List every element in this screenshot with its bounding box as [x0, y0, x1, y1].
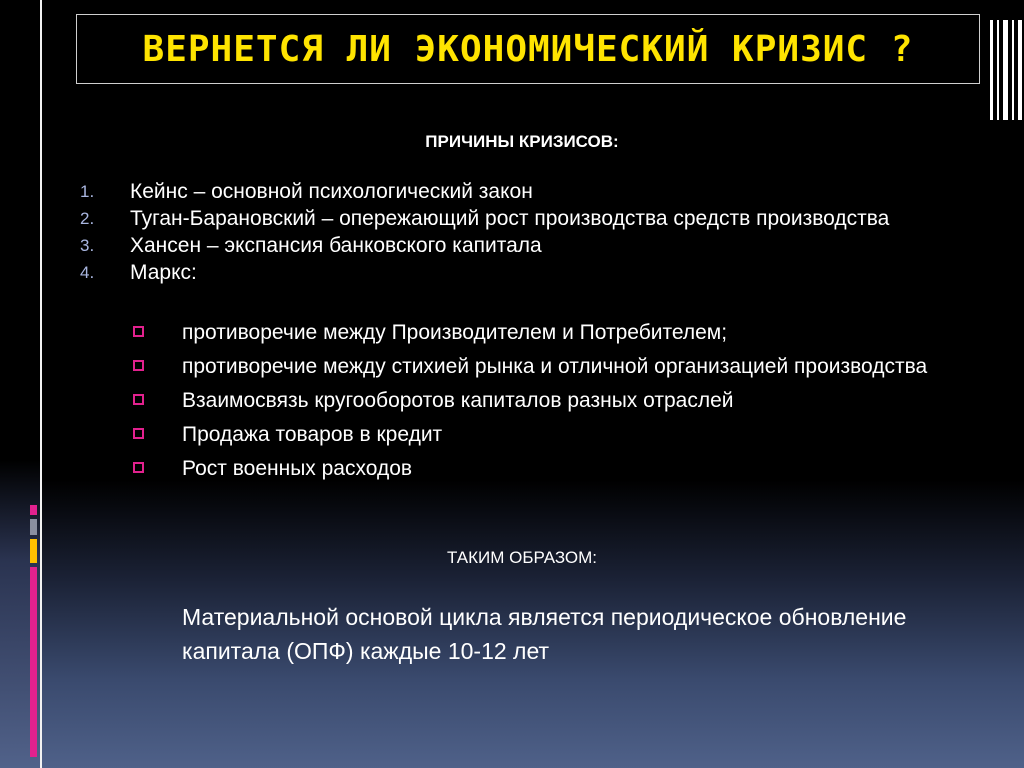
deco-line-right-1: [990, 20, 993, 120]
list-item-text: Кейнс – основной психологический закон: [130, 180, 533, 203]
conclusion-text: Материальной основой цикла является периодическое обновление капитала (ОПФ) каждые 10-12 лет: [182, 604, 907, 664]
deco-line-right-5: [1018, 20, 1022, 120]
list-item-text: противоречие между Производителем и Потребителем;: [182, 321, 728, 344]
deco-line-right-4: [1012, 20, 1014, 120]
list-item-text: Туган-Барановский – опережающий рост производства средств производства: [130, 207, 890, 230]
checkbox-bullet-icon: [133, 326, 144, 337]
list-item: [130, 320, 964, 346]
deco-bar-magenta: [30, 567, 37, 757]
list-item-text: Хансен – экспансия банковского капитала: [130, 234, 542, 257]
deco-bar-pink: [30, 505, 37, 515]
list-item: [80, 259, 964, 286]
list-number: 1.: [80, 182, 95, 201]
list-item: [80, 178, 964, 205]
causes-list: [80, 178, 964, 286]
list-item: [130, 456, 964, 482]
list-item: [80, 205, 964, 232]
list-item: [130, 388, 964, 414]
left-divider-line: [40, 0, 42, 768]
list-item: [130, 422, 964, 448]
deco-line-right-2: [997, 20, 999, 120]
marx-points-list: [130, 320, 964, 490]
slide-title: ВЕРНЕТСЯ ЛИ ЭКОНОМИЧЕСКИЙ КРИЗИС ?: [142, 28, 914, 70]
list-item: [80, 232, 964, 259]
list-item-text: Маркс:: [130, 261, 197, 284]
list-item-text: Взаимосвязь кругооборотов капиталов разных отраслей: [182, 389, 734, 412]
title-box: [76, 14, 980, 84]
checkbox-bullet-icon: [133, 360, 144, 371]
list-item-text: Рост военных расходов: [182, 457, 413, 480]
causes-heading: ПРИЧИНЫ КРИЗИСОВ:: [425, 132, 619, 151]
deco-line-right-3: [1003, 20, 1008, 120]
deco-bar-gray: [30, 519, 37, 535]
list-number: 2.: [80, 209, 95, 228]
list-item-text: противоречие между стихией рынка и отличной организацией производства: [182, 355, 928, 378]
list-number: 3.: [80, 236, 95, 255]
list-item-text: Продажа товаров в кредит: [182, 423, 443, 446]
checkbox-bullet-icon: [133, 428, 144, 439]
conclusion-heading: ТАКИМ ОБРАЗОМ:: [446, 548, 598, 567]
checkbox-bullet-icon: [133, 394, 144, 405]
list-number: 4.: [80, 263, 95, 282]
list-item: [130, 354, 964, 380]
checkbox-bullet-icon: [133, 462, 144, 473]
